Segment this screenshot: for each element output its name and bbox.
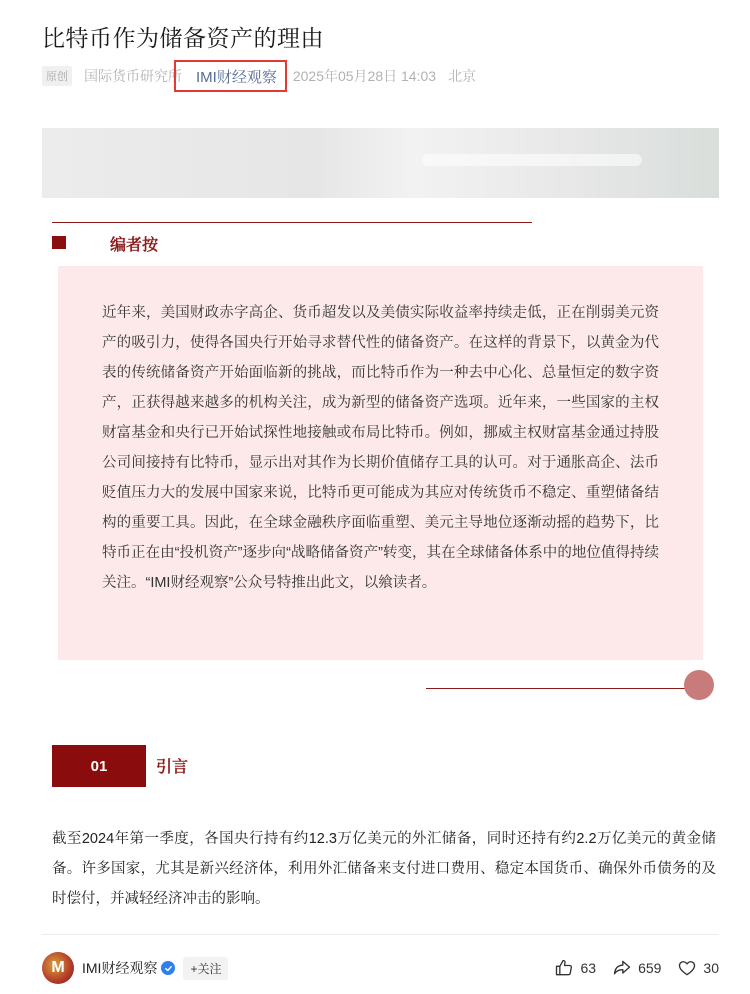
publish-date: 2025年05月28日 14:03 xyxy=(292,68,437,84)
verified-icon xyxy=(161,961,175,975)
editor-note-text: 近年来，美国财政赤字高企、货币超发以及美债实际收益率持续走低，正在削弱美元资产的吸引力，使得各国央行开始寻求替代性的储备资产。在这样的背景下，以黄金为代表的传统储备资产开始面临新的挑战，而比特币作为一种去中心化、总量恒定的数字资产，正获得越来越多的机构关注，成为新型的储备资产选项。近年来，一些国家的主权财富基金和央行已开始试探性地接触或布局比特币。例如，挪威主权财富基金通过持股公司间接持有比特币，显示出对其作为长期价值储存工具的认可。对于通胀高企、法币贬值压力大的发展中国家来说，比特币更可能成为其应对传统货币不稳定、重塑储备结构的重要工具。因此，在全球金融秩序面临重塑、美元主导地位逐渐动摇的趋势下，比特币正在由“投机资产”逐步向“战略储备资产”转变，其在全球储备体系中的地位值得持续关注。“IMI财经观察”公众号特推出此文，以飨读者。 xyxy=(102,305,659,591)
account-link[interactable]: IMI财经观察 xyxy=(196,68,277,86)
engagement-stats xyxy=(554,958,719,978)
like-count: 63 xyxy=(580,960,597,976)
decorative-line-top xyxy=(52,222,532,223)
body-paragraph: 截至2024年第一季度，各国央行持有约12.3万亿美元的外汇储备，同时还持有约2.2万亿美元的黄金储备。许多国家，尤其是新兴经济体，利用外汇储备来支付进口费用、稳定本国货币、确保外币债务的及时偿付，并减轻经济冲击的影响。 xyxy=(52,831,716,907)
account-highlight-box xyxy=(174,60,287,92)
source-name: 国际货币研究所 xyxy=(84,68,182,84)
article-footer xyxy=(42,950,719,986)
avatar-letter: M xyxy=(51,959,65,976)
avatar[interactable] xyxy=(42,952,74,984)
original-badge: 原创 xyxy=(42,66,72,86)
section-number: 01 xyxy=(90,757,108,775)
share-count: 659 xyxy=(638,960,662,976)
publish-location: 北京 xyxy=(448,68,477,84)
header-banner-image xyxy=(42,128,719,198)
article-title: 比特币作为储备资产的理由 xyxy=(42,25,324,51)
favorite-count: 30 xyxy=(703,960,719,976)
section-title: 引言 xyxy=(156,759,189,776)
footer-account-name[interactable]: IMI财经观察 xyxy=(82,960,158,976)
section-number-box xyxy=(52,745,146,787)
decorative-line-bottom xyxy=(426,688,690,689)
editor-note-heading: 编者按 xyxy=(110,237,159,254)
like-button[interactable] xyxy=(554,958,596,978)
footer-divider xyxy=(42,934,719,935)
decorative-square xyxy=(52,236,66,249)
decorative-circle xyxy=(684,670,714,700)
follow-button[interactable]: +关注 xyxy=(183,957,228,980)
article-meta xyxy=(42,64,476,88)
thumbs-up-icon xyxy=(554,958,574,978)
editor-note-box xyxy=(58,266,703,660)
share-icon xyxy=(612,958,632,978)
share-button[interactable] xyxy=(612,958,661,978)
heart-icon xyxy=(677,958,697,978)
favorite-button[interactable] xyxy=(677,958,719,978)
